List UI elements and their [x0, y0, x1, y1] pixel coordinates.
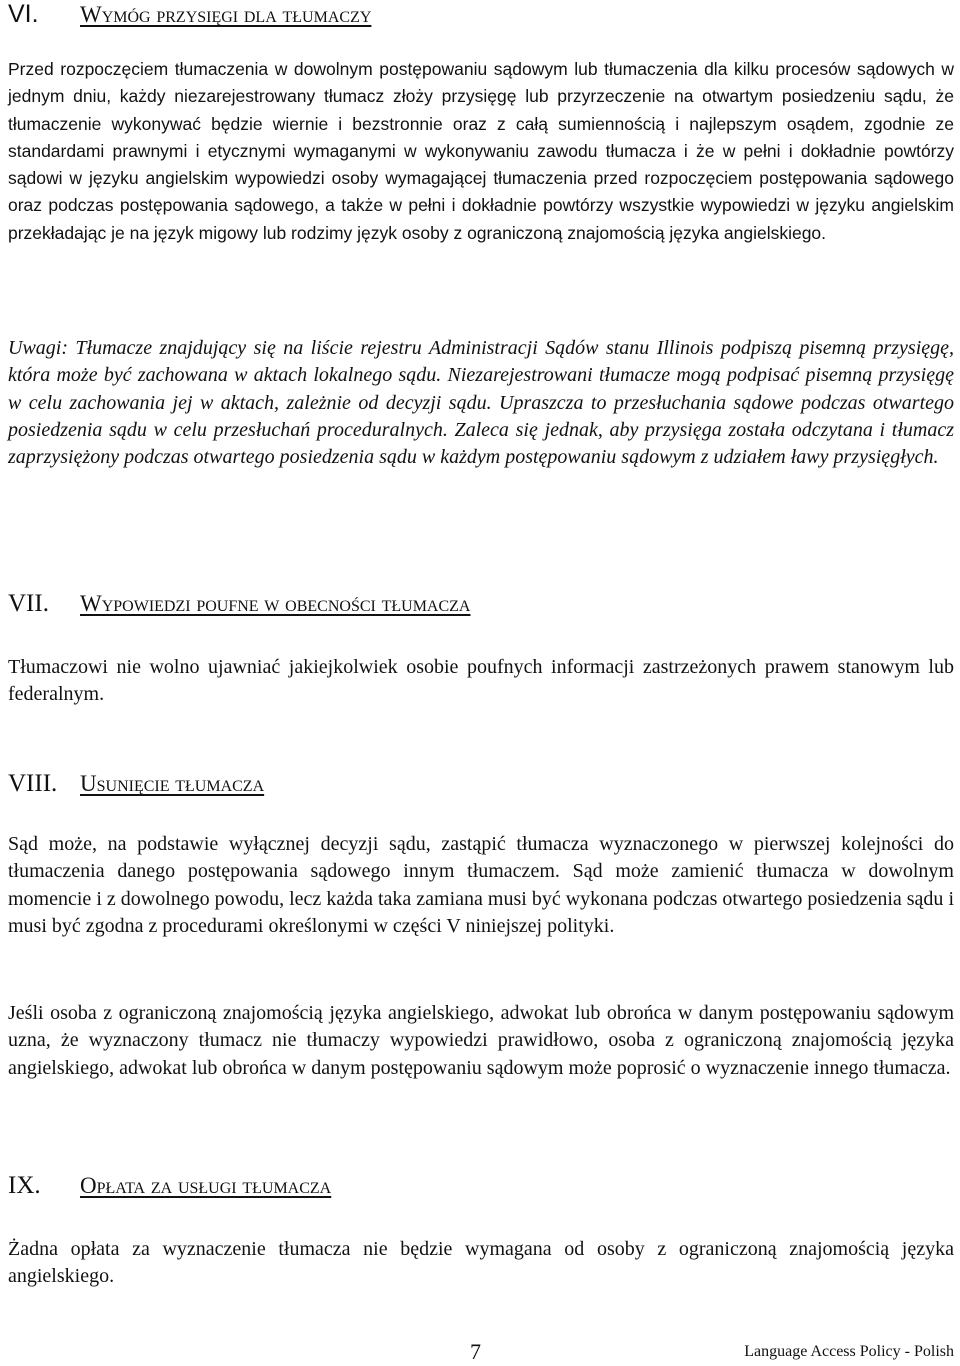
section-vi-notes-paragraph: Uwagi: Tłumacze znajdujący się na liście rejestru Administracji Sądów stanu Illinois podpiszą pisemną przysięgę, która może być zachowana w aktach lokalnego sądu. Niezarejestrowani tłumacze mogą podpisać pisemną przysięgę w celu zachowania jej w aktach, zależnie od decyzji sądu. Upraszcza to przesłuchania sądowe podczas otwartego posiedzenia sądu w celu przesłuchań proceduralnych. Zaleca się jednak, aby przysięga została odczytana i tłumacz zaprzysiężony podczas otwartego posiedzenia sądu w każdym postępowaniu sądowym z udziałem ławy przysięgłych.	[8, 337, 954, 469]
section-viii-paragraph-2: Jeśli osoba z ograniczoną znajomością języka angielskiego, adwokat lub obrońca w danym postępowaniu sądowym uzna, że wyznaczony tłumacz nie tłumaczy wypowiedzi prawidłowo, osoba z ograniczoną znajomością języka angielskiego, adwokat lub obrońca w danym postępowaniu sądowym może poprosić o wyznaczenie innego tłumacza.	[8, 1002, 954, 1079]
footer-label: Language Access Policy - Polish	[744, 1343, 954, 1360]
section-number: VI.	[8, 0, 39, 28]
section-heading-ix	[8, 1172, 331, 1200]
section-heading-viii	[8, 770, 264, 798]
page-number: 7	[470, 1339, 481, 1364]
section-number: VII.	[8, 590, 49, 617]
section-number: VIII.	[8, 770, 58, 797]
section-heading-vii	[8, 590, 470, 618]
section-vii-paragraph: Tłumaczowi nie wolno ujawniać jakiejkolwiek osobie poufnych informacji zastrzeżonych prawem stanowym lub federalnym.	[8, 656, 954, 706]
section-title: Wymóg przysięgi dla tłumaczy	[80, 2, 372, 27]
section-title: Opłata za usługi tłumacza	[80, 1173, 332, 1198]
section-number: IX.	[8, 1172, 41, 1199]
section-title: Wypowiedzi poufne w obecności tłumacza	[80, 591, 471, 616]
section-vi-paragraph-1: Przed rozpoczęciem tłumaczenia w dowolnym postępowaniu sądowym lub tłumaczenia dla kilku procesów sądowych w jednym dniu, każdy niezarejestrowany tłumacz złoży przysięgę lub przyrzeczenie na otwartym posiedzeniu sądu, że tłumaczenie wykonywać będzie wiernie i bezstronnie oraz z całą sumiennością i najlepszym osądem, zgodnie ze standardami prawnymi i etycznymi wymaganymi w wykonywaniu zawodu tłumacza i że w pełni i dokładnie powtórzy sądowi w języku angielskim wypowiedzi osoby wymagającej tłumaczenia przed rozpoczęciem postępowania sądowego oraz podczas postępowania sądowego, a także w pełni i dokładnie powtórzy wszystkie wypowiedzi w języku angielskim przekładając je na język migowy lub rodzimy język osoby z ograniczoną znajomością języka angielskiego.	[8, 59, 954, 243]
section-ix-paragraph: Żadna opłata za wyznaczenie tłumacza nie będzie wymagana od osoby z ograniczoną znajomością języka angielskiego.	[8, 1238, 954, 1288]
section-heading-vi	[8, 0, 371, 29]
section-title: Usunięcie tłumacza	[80, 771, 265, 796]
section-viii-paragraph-1: Sąd może, na podstawie wyłącznej decyzji sądu, zastąpić tłumacza wyznaczonego w pierwszej kolejności do tłumaczenia danego postępowania sądowego innym tłumaczem. Sąd może zamienić tłumacza w dowolnym momencie i z dowolnego powodu, lecz każda taka zamiana musi być wykonana podczas otwartego posiedzenia sądu i musi być zgodna z procedurami określonymi w części V niniejszej polityki.	[8, 833, 954, 937]
